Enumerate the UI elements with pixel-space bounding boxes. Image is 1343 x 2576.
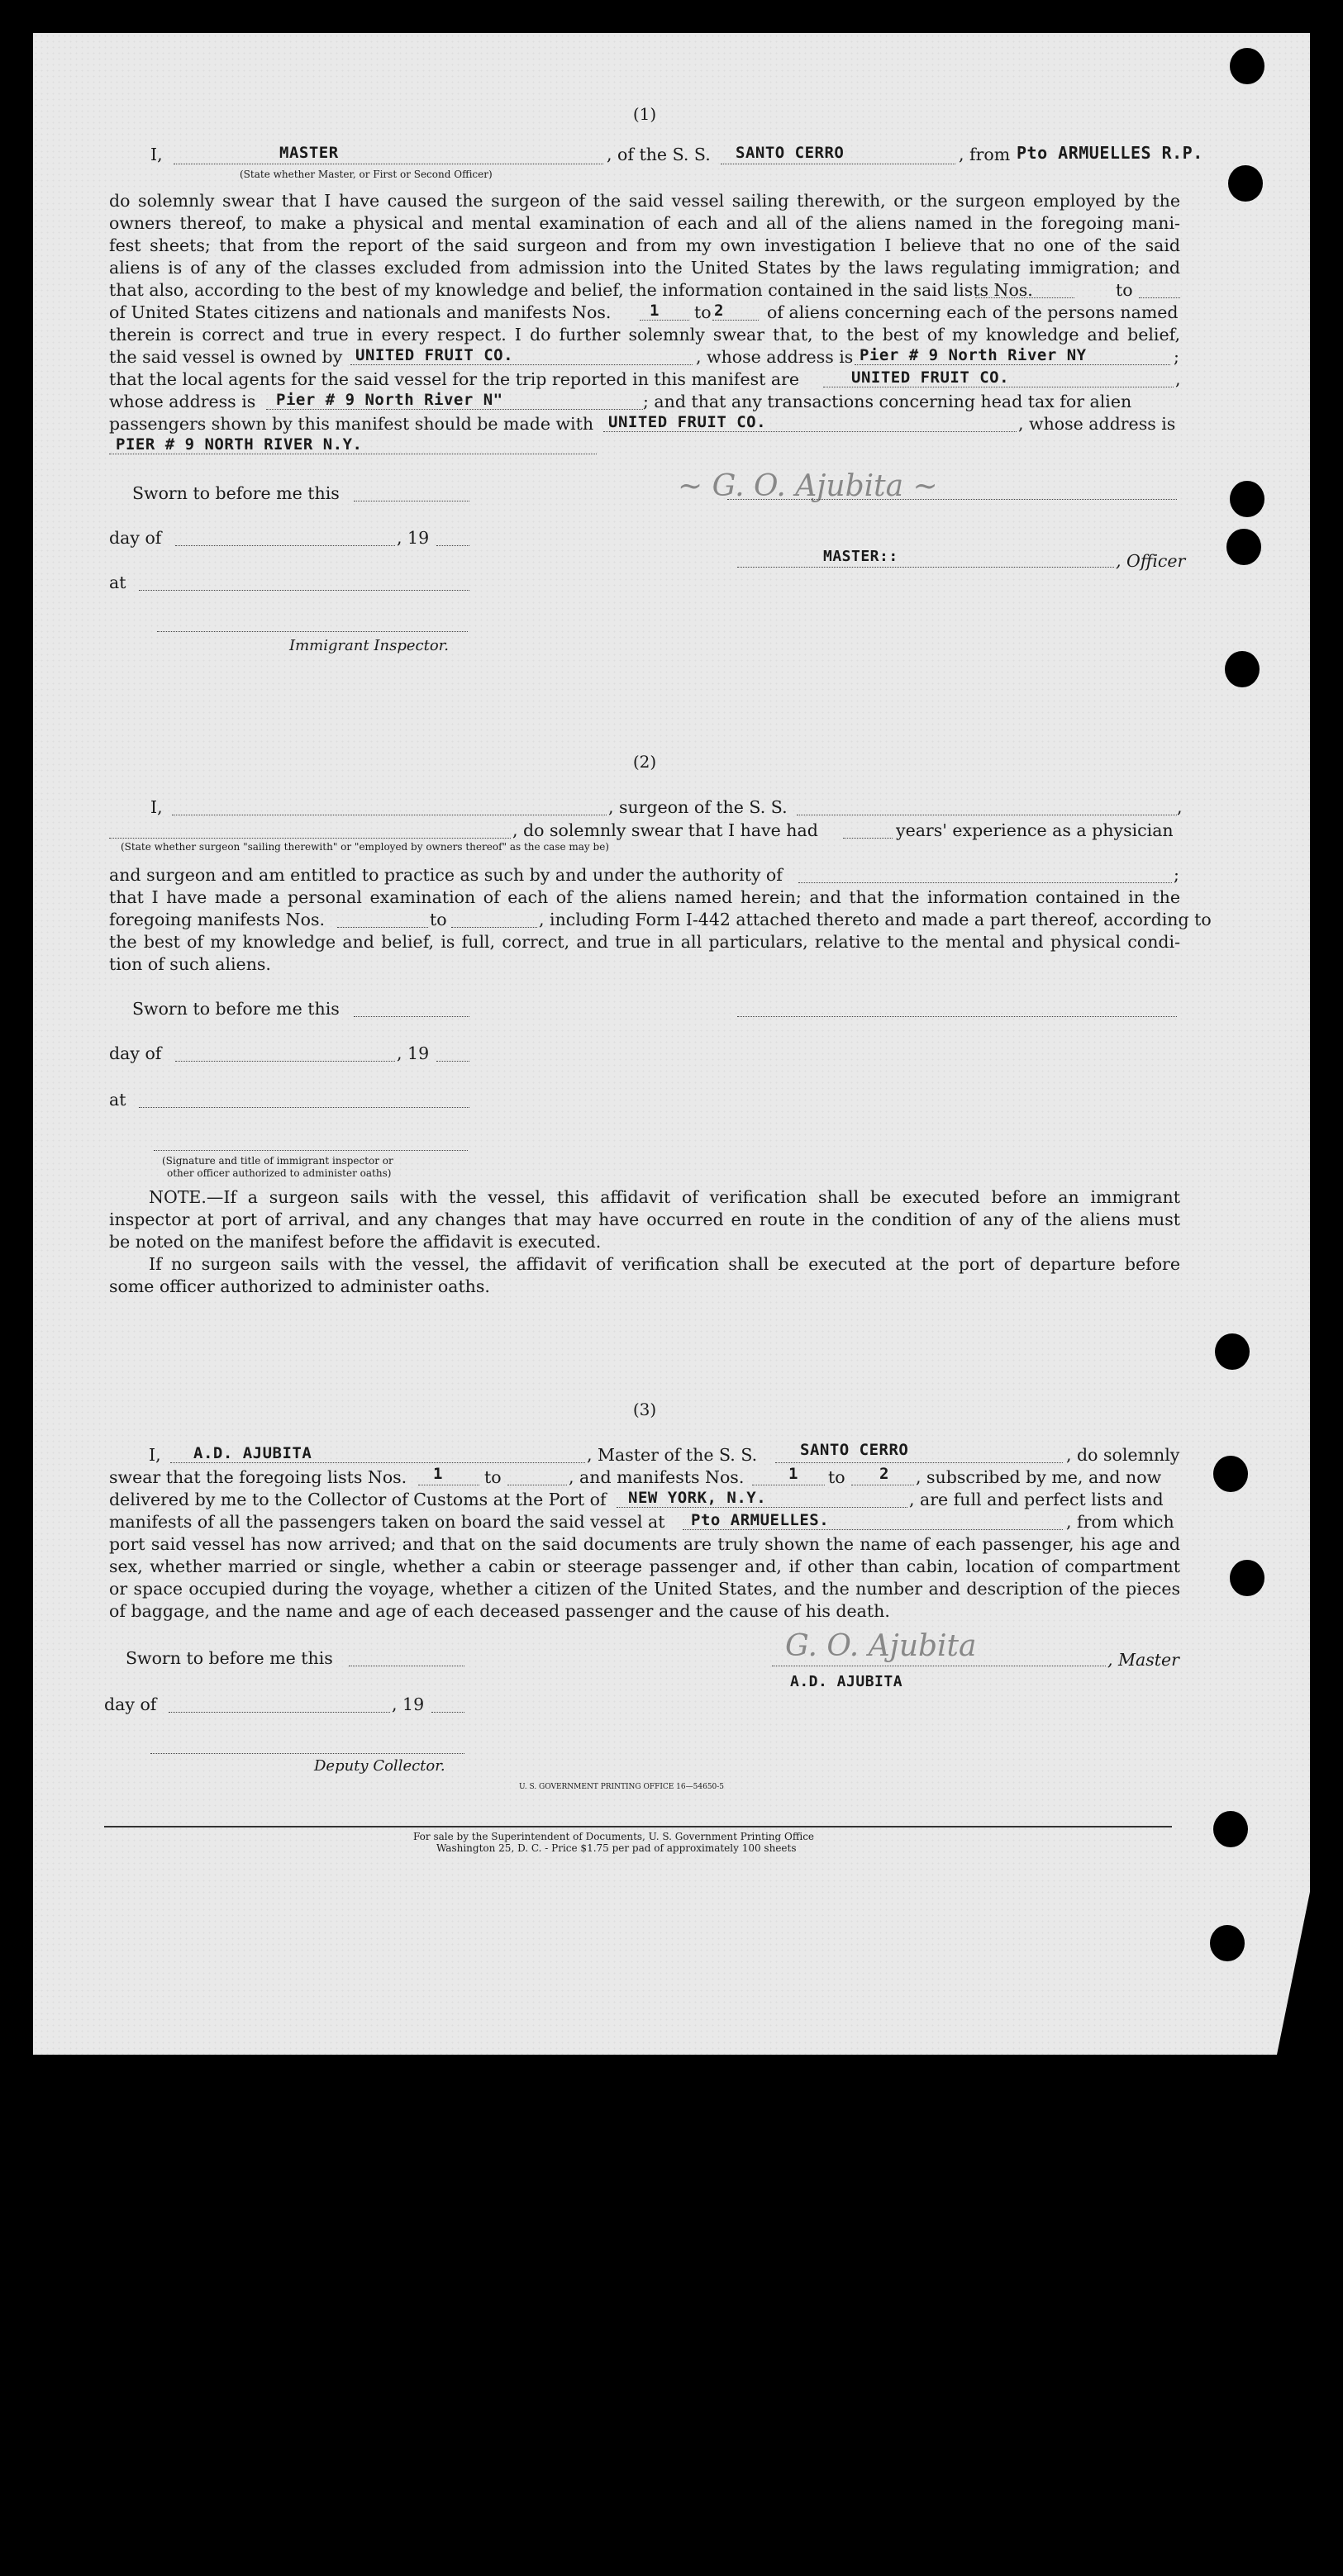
blank: [354, 1016, 469, 1017]
blank: [975, 297, 1074, 298]
tax-company: UNITED FRUIT CO.: [608, 413, 767, 431]
punch-hole: [1225, 651, 1260, 687]
ship-name: SANTO CERRO: [800, 1441, 909, 1459]
punch-hole: [1226, 529, 1261, 565]
sec1-line: that also, according to the best of my knowledge and belief, the information contained in the said lists Nos.: [109, 280, 1033, 300]
of-ss-label: , of the S. S.: [607, 145, 711, 164]
sec2-line: and surgeon and am entitled to practice as such by and under the authority of: [109, 865, 783, 885]
footer-rule: [104, 1826, 1172, 1827]
sec3-line: of baggage, and the name and age of each deceased passenger and the cause of his death.: [109, 1601, 890, 1621]
sec1-line: of United States citizens and nationals and manifests Nos.: [109, 302, 612, 322]
sec2-line: that I have made a personal examination of each of the aliens named herein; and that the information contained in the: [109, 887, 1180, 907]
sec1-line: the said vessel is owned by: [109, 347, 343, 367]
sec1-line: therein is correct and true in every respect. I do further solemnly swear that, to the best of my knowledge and belief,: [109, 325, 1180, 345]
day-label: day of: [109, 1043, 162, 1063]
blank: [640, 320, 689, 321]
semicolon: ;: [1174, 347, 1179, 367]
sec1-line: owners thereof, to make a physical and mental examination of each and all of the aliens named in the foregoing mani-: [109, 213, 1180, 233]
sec1-line: passengers shown by this manifest should be made with: [109, 414, 594, 434]
master-name: A.D. AJUBITA: [193, 1444, 312, 1462]
ship-name: SANTO CERRO: [736, 144, 845, 162]
sec2-line: , do solemnly swear that I have had: [512, 820, 818, 840]
signature-line: [737, 1016, 1177, 1017]
day-label: day of: [109, 528, 162, 548]
sec1-line: ; and that any transactions concerning head tax for alien: [643, 392, 1132, 411]
master-stamp: A.D. AJUBITA: [790, 1673, 903, 1690]
section-number: (2): [632, 752, 657, 772]
punch-hole: [1230, 1560, 1264, 1596]
footer-line: For sale by the Superintendent of Documents, U. S. Government Printing Office: [413, 1831, 815, 1842]
sec1-line: that the local agents for the said vessel for the trip reported in this manifest are: [109, 369, 800, 389]
owner-name: UNITED FRUIT CO.: [355, 346, 514, 364]
sec2-line: foregoing manifests Nos.: [109, 910, 325, 929]
note-line: NOTE.—If a surgeon sails with the vessel, this affidavit of verification shall be executed before an immigrant: [149, 1187, 1180, 1207]
at-label: at: [109, 1090, 126, 1110]
manifest-from: 1: [788, 1465, 798, 1483]
blank: [109, 838, 511, 839]
note-line: be noted on the manifest before the affidavit is executed.: [109, 1232, 602, 1252]
to-label: to: [1116, 280, 1133, 300]
sig-caption: other officer authorized to administer oaths): [167, 1167, 392, 1179]
year-label: , 19: [392, 1694, 425, 1714]
blank: [431, 1712, 464, 1713]
sec3-line: or space occupied during the voyage, whether a citizen of the United States, and the number and description of the pieces: [109, 1579, 1180, 1599]
comma: ,: [1177, 797, 1183, 817]
signature-line: [154, 1150, 468, 1151]
year-label: , 19: [397, 1043, 430, 1063]
sec1-i: I,: [150, 145, 163, 164]
sec1-line: of aliens concerning each of the persons named: [767, 302, 1179, 322]
punch-hole: [1215, 1333, 1250, 1370]
semicolon: ;: [1174, 865, 1179, 885]
at-label: at: [109, 573, 126, 592]
to-label: to: [694, 302, 712, 322]
note-line: some officer authorized to administer oaths.: [109, 1276, 490, 1296]
sec2-i: I,: [150, 797, 163, 817]
officer-title: MASTER::: [823, 548, 898, 565]
manifest-to: 2: [714, 302, 724, 320]
rank-value: MASTER: [279, 144, 339, 162]
blank: [798, 882, 1172, 883]
sec3-line: , subscribed by me, and now: [916, 1467, 1162, 1487]
signature-line: [737, 567, 1114, 568]
master-signature: ~ G. O. Ajubita ~: [678, 469, 938, 503]
master-signature: G. O. Ajubita: [785, 1629, 977, 1663]
embark-port: Pto ARMUELLES.: [691, 1511, 830, 1529]
sec1-line: whose address is: [109, 392, 256, 411]
sec3-line: sex, whether married or single, whether a cabin or steerage passenger and, if other than cabin, location of compartment: [109, 1557, 1180, 1576]
surgeon-label: , surgeon of the S. S.: [608, 797, 788, 817]
blank: [843, 838, 893, 839]
note-line: If no surgeon sails with the vessel, the affidavit of verification shall be executed at the port of departure before: [149, 1254, 1180, 1274]
to-label: to: [828, 1467, 845, 1487]
sec1-line: do solemnly swear that I have caused the surgeon of the said vessel sailing therewith, or the surgeon employed by the: [109, 191, 1180, 211]
rank-caption: (State whether Master, or First or Second Officer): [240, 169, 493, 180]
sec3-line: manifests of all the passengers taken on board the said vessel at: [109, 1512, 665, 1532]
sec2-line: the best of my knowledge and belief, is full, correct, and true in all particulars, relative to the mental and physical condi-: [109, 932, 1180, 952]
blank: [451, 927, 537, 928]
footer-line: Washington 25, D. C. - Price $1.75 per pad of approximately 100 sheets: [436, 1842, 797, 1854]
years-label: years' experience as a physician: [896, 820, 1174, 840]
punch-hole: [1230, 481, 1264, 517]
blank: [139, 590, 469, 591]
arrival-port: NEW YORK, N.Y.: [628, 1489, 767, 1507]
blank: [337, 927, 428, 928]
sworn-label: Sworn to before me this: [132, 483, 340, 503]
section-number: (1): [632, 104, 657, 124]
signature-line: [157, 631, 468, 632]
punch-hole: [1228, 165, 1263, 202]
departure-port: Pto ARMUELLES R.P.: [1017, 143, 1203, 163]
sec2-line: , including Form I-442 attached thereto and made a part thereof, according to: [539, 910, 1212, 929]
blank: [436, 1061, 469, 1062]
from-label: , from: [959, 145, 1011, 164]
deputy-caption: Deputy Collector.: [314, 1757, 445, 1775]
note-line: inspector at port of arrival, and any changes that may have occurred en route in the condition of any of the aliens must: [109, 1210, 1180, 1229]
blank: [175, 545, 395, 546]
master-of-label: , Master of the S. S.: [587, 1445, 758, 1465]
blank: [436, 545, 469, 546]
blank: [775, 1462, 1063, 1463]
sec3-line: , and manifests Nos.: [569, 1467, 745, 1487]
blank: [169, 1712, 390, 1713]
manifest-to: 2: [879, 1465, 889, 1483]
tax-address: PIER # 9 NORTH RIVER N.Y.: [116, 435, 363, 454]
sec3-line: , are full and perfect lists and: [909, 1490, 1164, 1509]
agents-address: Pier # 9 North River N": [276, 391, 503, 409]
sec3-line: delivered by me to the Collector of Customs at the Port of: [109, 1490, 607, 1509]
sec2-line: tion of such aliens.: [109, 954, 271, 974]
day-label: day of: [104, 1694, 157, 1714]
punch-hole: [1230, 48, 1264, 84]
sig-caption: (Signature and title of immigrant inspector or: [162, 1155, 393, 1167]
signature-line: [727, 499, 1177, 500]
sec1-line: fest sheets; that from the report of the said surgeon and from my own investigation I believe that no one of the said: [109, 235, 1180, 255]
to-label: to: [430, 910, 447, 929]
sworn-label: Sworn to before me this: [126, 1648, 333, 1668]
punch-hole: [1210, 1925, 1245, 1961]
sec3-line: , from which: [1066, 1512, 1174, 1532]
year-label: , 19: [397, 528, 430, 548]
blank: [175, 1061, 395, 1062]
punch-hole: [1213, 1456, 1248, 1492]
sworn-label: Sworn to before me this: [132, 999, 340, 1019]
punch-hole: [1213, 1811, 1248, 1847]
sec1-line: aliens is of any of the classes excluded from admission into the United States by the laws regulating immigration; and: [109, 258, 1180, 278]
manifest-from: 1: [650, 302, 660, 320]
agents-name: UNITED FRUIT CO.: [851, 368, 1010, 387]
master-label: , Master: [1107, 1650, 1179, 1670]
blank: [1139, 297, 1180, 298]
sec1-line: , whose address is: [1018, 414, 1176, 434]
to-label: to: [484, 1467, 502, 1487]
blank: [139, 1107, 469, 1108]
section-number: (3): [632, 1400, 657, 1419]
sec1-line: , whose address is: [696, 347, 854, 367]
signature-line: [150, 1753, 464, 1754]
sec3-line: swear that the foregoing lists Nos.: [109, 1467, 407, 1487]
sec3-i: I,: [149, 1445, 161, 1465]
officer-label: , Officer: [1116, 551, 1186, 571]
surgeon-caption: (State whether surgeon "sailing therewith" or "employed by owners thereof" as the case may be): [121, 841, 609, 853]
owner-address: Pier # 9 North River NY: [860, 346, 1087, 364]
comma: ,: [1175, 369, 1181, 389]
sec3-line: , do solemnly: [1066, 1445, 1180, 1465]
inspector-caption: Immigrant Inspector.: [289, 637, 450, 654]
gpo-imprint: U. S. GOVERNMENT PRINTING OFFICE 16—54650-5: [519, 1783, 725, 1791]
sec3-line: port said vessel has now arrived; and that on the said documents are truly shown the name of each passenger, his age and: [109, 1534, 1180, 1554]
list-from: 1: [433, 1465, 443, 1483]
